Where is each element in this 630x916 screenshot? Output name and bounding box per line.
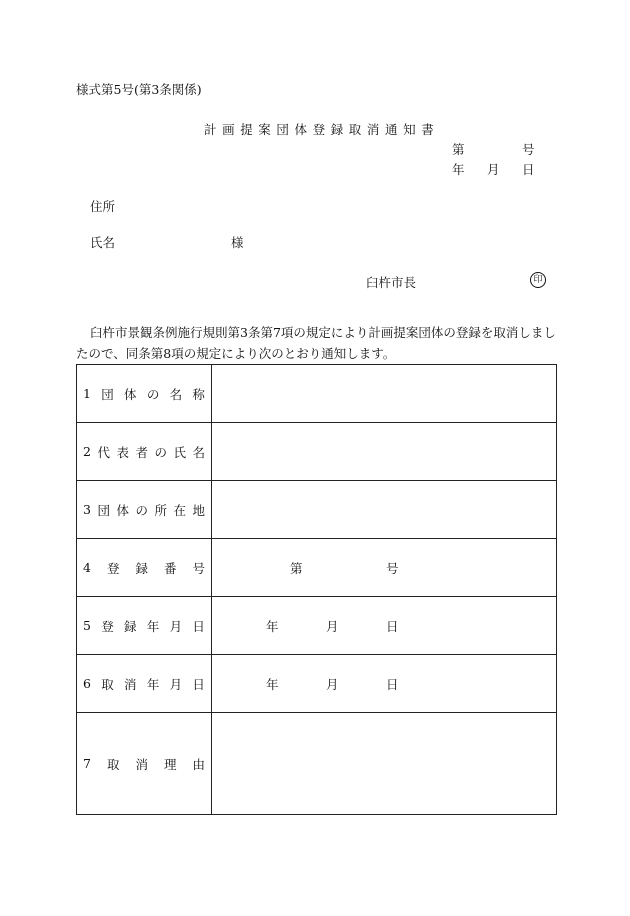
table-row [77, 713, 557, 815]
document-title: 計画提案団体登録取消通知書 [204, 122, 440, 137]
honorific-label: 様 [231, 235, 244, 250]
row-value-text: 年 [266, 618, 279, 634]
row-value-text: 月 [326, 676, 339, 692]
doc-number-prefix: 第 [452, 142, 465, 157]
row-label: 5 登 録 年 月 日 [83, 618, 205, 634]
row-label-cell [77, 481, 212, 539]
table-row [77, 597, 557, 655]
address-label: 住所 [90, 199, 116, 214]
seal-icon: 印 [530, 272, 546, 288]
row-value-cell[interactable] [212, 713, 557, 815]
row-label: 1 団 体 の 名 称 [83, 386, 205, 402]
notice-body-text: 臼杵市景観条例施行規則第3条第7項の規定により計画提案団体の登録を取消しましたので、同条第8項の規定により次のとおり通知します。 [76, 325, 556, 361]
table-row [77, 365, 557, 423]
table-row [77, 655, 557, 713]
date-day: 日 [522, 162, 535, 177]
row-value-text: 号 [386, 560, 399, 576]
row-value-cell[interactable] [212, 365, 557, 423]
row-value-cell[interactable] [212, 423, 557, 481]
table-row [77, 423, 557, 481]
row-label-cell [77, 655, 212, 713]
form-number: 様式第5号(第3条関係) [76, 82, 202, 97]
row-value-text: 日 [386, 676, 399, 692]
issuer-label: 臼杵市長 [366, 275, 417, 290]
row-value-text: 第 [290, 560, 303, 576]
row-value-cell[interactable] [212, 655, 557, 713]
row-label-cell [77, 423, 212, 481]
row-value-cell[interactable] [212, 597, 557, 655]
name-label: 氏名 [90, 235, 116, 250]
date-year: 年 [452, 162, 465, 177]
row-label: 4 登 録 番 号 [83, 560, 205, 576]
row-value-text: 年 [266, 676, 279, 692]
row-label: 6 取 消 年 月 日 [83, 676, 205, 692]
row-label-cell [77, 597, 212, 655]
row-value-cell[interactable] [212, 539, 557, 597]
details-table [76, 364, 557, 815]
row-label-cell [77, 539, 212, 597]
row-label: 2 代 表 者 の 氏 名 [83, 444, 205, 460]
row-value-text: 月 [326, 618, 339, 634]
row-value-cell[interactable] [212, 481, 557, 539]
row-label: 7 取 消 理 由 [83, 756, 205, 772]
table-row [77, 481, 557, 539]
table-row [77, 539, 557, 597]
row-label: 3 団 体 の 所 在 地 [83, 502, 205, 518]
date-month: 月 [487, 162, 500, 177]
row-label-cell [77, 365, 212, 423]
row-value-text: 日 [386, 618, 399, 634]
doc-number-suffix: 号 [522, 142, 535, 157]
row-label-cell [77, 713, 212, 815]
